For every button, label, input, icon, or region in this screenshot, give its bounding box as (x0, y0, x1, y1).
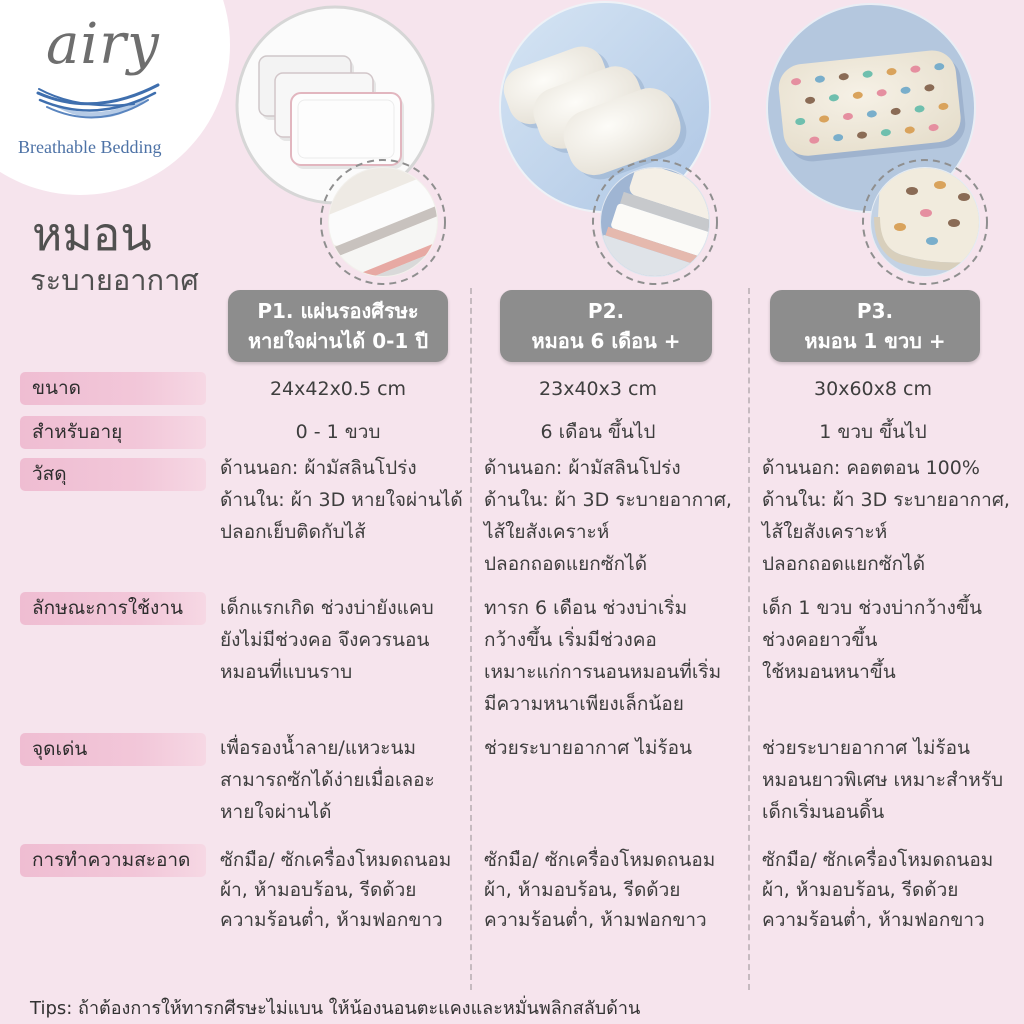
row-label-text: สำหรับอายุ (32, 421, 123, 443)
material-p2 (484, 452, 742, 580)
cell-line: ซักมือ/ ซักเครื่องโหมดถนอม (762, 849, 994, 871)
cell-line: 0 - 1 ขวบ (295, 421, 381, 443)
cell-line: ด้านนอก: ผ้ามัสลินโปร่ง (220, 457, 417, 479)
tips-note (30, 996, 640, 1022)
cell-line: ผ้า, ห้ามอบร้อน, รีดด้วย (484, 879, 681, 901)
row-label-usage (20, 592, 206, 625)
product-header-line: หายใจผ่านได้ 0-1 ปี (247, 329, 429, 353)
cell-line: ช่วยระบายอากาศ ไม่ร้อน (484, 737, 693, 759)
cell-line: ด้านใน: ผ้า 3D ระบายอากาศ, (762, 489, 1010, 511)
p2-fabric-detail-inset (590, 157, 720, 287)
page-title: หมอน (32, 207, 152, 261)
size-p1 (228, 374, 448, 404)
product-header-line: หมอน 6 เดือน + (531, 329, 681, 353)
cell-line: 6 เดือน ขึ้นไป (540, 421, 656, 443)
cell-line: เด็กเริ่มนอนดิ้น (762, 801, 885, 823)
product-header-line: P1. แผ่นรองศีรษะ (257, 299, 419, 323)
p3-fabric-detail-inset (860, 157, 990, 287)
row-label-text: ลักษณะการใช้งาน (32, 597, 183, 619)
material-p1 (220, 452, 465, 548)
row-label-age (20, 416, 206, 449)
cell-line: ปลอกถอดแยกซักได้ (484, 553, 648, 575)
row-label-cleaning (20, 844, 206, 877)
brand-logo-text: airy (46, 12, 160, 77)
row-label-size (20, 372, 206, 405)
cell-line: หมอนที่แบนราบ (220, 661, 353, 683)
cell-line: 30x60x8 cm (814, 378, 932, 400)
cell-line: กว้างขึ้น เริ่มมีช่วงคอ (484, 629, 657, 651)
usage-p1 (220, 592, 465, 688)
cell-line: ผ้า, ห้ามอบร้อน, รีดด้วย (762, 879, 959, 901)
airy-bowl-logo-icon (36, 80, 161, 130)
cell-line: ช่วยระบายอากาศ ไม่ร้อน (762, 737, 971, 759)
row-label-text: ขนาด (32, 377, 81, 399)
highlights-p1 (220, 732, 465, 828)
highlights-p3 (762, 732, 1017, 828)
page-subtitle: ระบายอากาศ (30, 263, 199, 297)
cell-line: ยังไม่มีช่วงคอ จึงควรนอน (220, 629, 430, 651)
product-header-p2 (500, 290, 712, 362)
age-p1 (228, 417, 448, 447)
usage-p3 (762, 592, 1017, 688)
cell-line: ความร้อนต่ำ, ห้ามฟอกขาว (762, 909, 985, 931)
cell-line: ผ้า, ห้ามอบร้อน, รีดด้วย (220, 879, 417, 901)
usage-p2 (484, 592, 742, 720)
row-label-text: วัสดุ (32, 463, 67, 485)
cell-line: 24x42x0.5 cm (269, 378, 407, 400)
material-p3 (762, 452, 1017, 580)
cell-line: ด้านใน: ผ้า 3D หายใจผ่านได้ (220, 489, 463, 511)
cell-line: ความร้อนต่ำ, ห้ามฟอกขาว (484, 909, 707, 931)
cell-line: ซักมือ/ ซักเครื่องโหมดถนอม (220, 849, 452, 871)
row-label-material (20, 458, 206, 491)
cell-line: ทารก 6 เดือน ช่วงบ่าเริ่ม (484, 597, 688, 619)
cell-line: ซักมือ/ ซักเครื่องโหมดถนอม (484, 849, 716, 871)
age-p2 (488, 417, 708, 447)
product-header-line: หมอน 1 ขวบ + (804, 329, 946, 353)
product-header-line: P2. (587, 299, 625, 323)
cell-line: ด้านใน: ผ้า 3D ระบายอากาศ, (484, 489, 732, 511)
cleaning-p3 (762, 845, 1017, 935)
cell-line: ด้านนอก: ผ้ามัสลินโปร่ง (484, 457, 681, 479)
cell-line: ไส้ใยสังเคราะห์ (762, 521, 888, 543)
highlights-p2 (484, 732, 742, 764)
cell-line: ด้านนอก: คอตตอน 100% (762, 457, 980, 479)
cell-line: ปลอกถอดแยกซักได้ (762, 553, 926, 575)
cell-line: 1 ขวบ ขึ้นไป (819, 421, 927, 443)
column-divider (470, 288, 472, 990)
cell-line: ช่วงคอยาวขึ้น (762, 629, 878, 651)
p1-fabric-detail-inset (318, 157, 448, 287)
cell-line: สามารถซักได้ง่ายเมื่อเลอะ (220, 769, 435, 791)
cell-line: ไส้ใยสังเคราะห์ (484, 521, 610, 543)
cell-line: เหมาะแก่การนอนหมอนที่เริ่ม (484, 661, 722, 683)
cell-line: เด็ก 1 ขวบ ช่วงบ่ากว้างขึ้น (762, 597, 982, 619)
cell-line: ใช้หมอนหนาขึ้น (762, 661, 896, 683)
product-header-line: P3. (856, 299, 894, 323)
cell-line: หายใจผ่านได้ (220, 801, 332, 823)
column-divider (748, 288, 750, 990)
tips-label: Tips: (30, 998, 73, 1019)
size-p2 (488, 374, 708, 404)
cell-line: มีความหนาเพียงเล็กน้อย (484, 693, 684, 715)
cell-line: ความร้อนต่ำ, ห้ามฟอกขาว (220, 909, 443, 931)
cell-line: 23x40x3 cm (539, 378, 657, 400)
row-label-highlights (20, 733, 206, 766)
product-header-p3 (770, 290, 980, 362)
row-label-text: จุดเด่น (32, 738, 88, 760)
tips-text: ถ้าต้องการให้ทารกศีรษะไม่แบน ให้น้องนอนตะแคงและหมั่นพลิกสลับด้าน (78, 998, 641, 1019)
age-p3 (763, 417, 983, 447)
size-p3 (763, 374, 983, 404)
row-label-text: การทำความสะอาด (32, 849, 191, 871)
cell-line: เพื่อรองน้ำลาย/แหวะนม (220, 737, 416, 759)
cell-line: ปลอกเย็บติดกับไส้ (220, 521, 366, 543)
brand-tagline: Breathable Bedding (18, 137, 162, 157)
cleaning-p2 (484, 845, 742, 935)
product-header-p1 (228, 290, 448, 362)
cell-line: หมอนยาวพิเศษ เหมาะสำหรับ (762, 769, 1004, 791)
cleaning-p1 (220, 845, 465, 935)
cell-line: เด็กแรกเกิด ช่วงบ่ายังแคบ (220, 597, 434, 619)
